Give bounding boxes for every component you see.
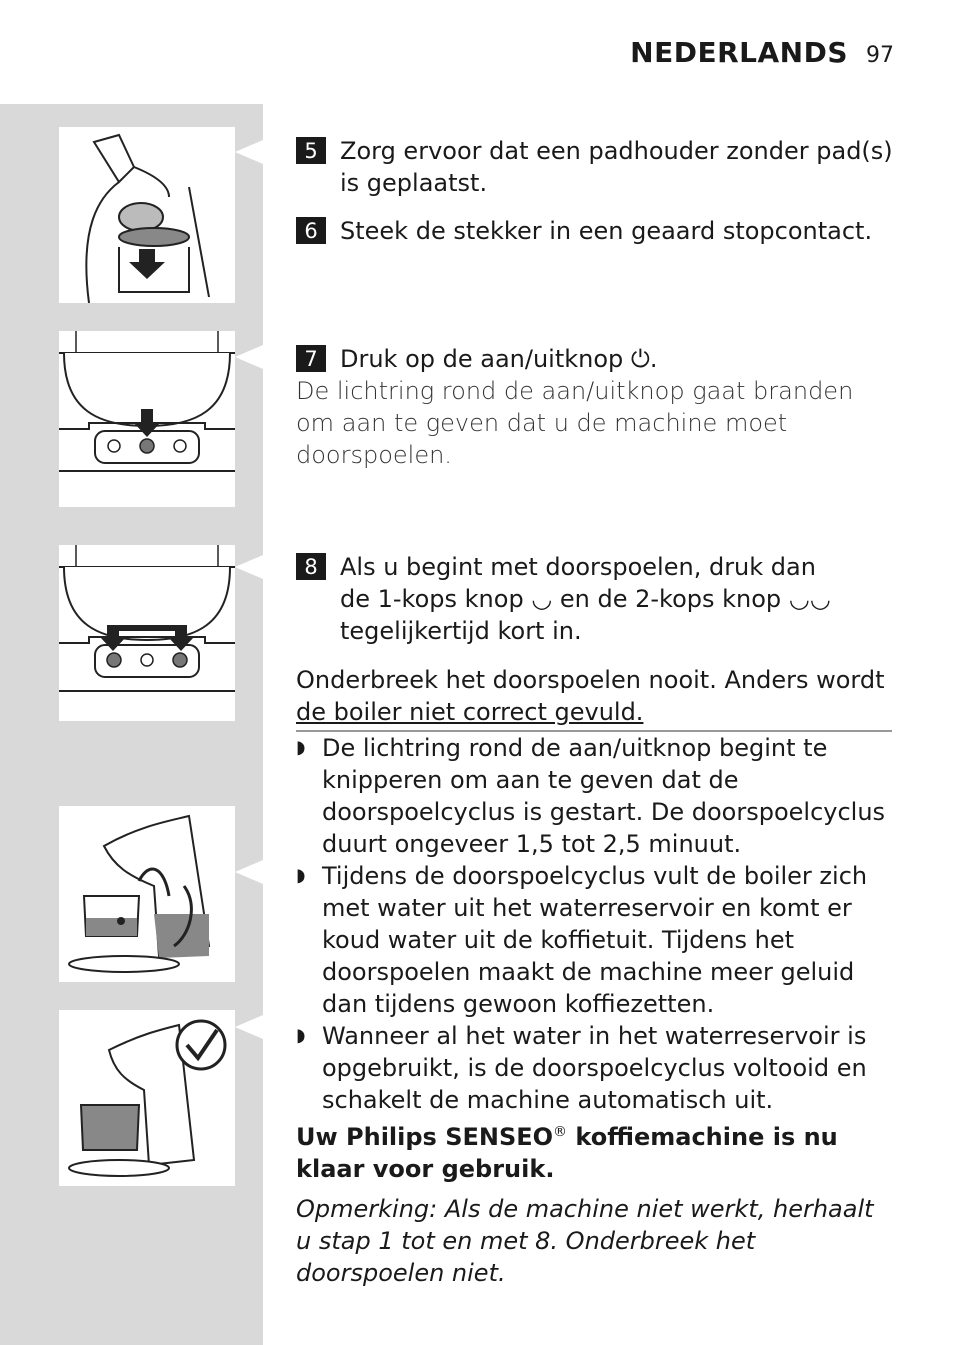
figure-rinsing xyxy=(59,806,235,982)
ready-statement xyxy=(296,1116,896,1185)
rinsing-illustration xyxy=(59,806,235,982)
note-text: Opmerking: Als de machine niet werkt, herhaalt u stap 1 tot en met 8. Onderbreek het doorspoelen niet. xyxy=(296,1195,874,1287)
registered-mark: ® xyxy=(553,1124,568,1140)
bullet-item xyxy=(296,732,896,860)
step-5 xyxy=(296,135,896,199)
ready-prefix: Uw Philips SENSEO xyxy=(296,1123,554,1151)
warning-line: de boiler niet correct gevuld. xyxy=(296,698,644,726)
step-7 xyxy=(296,343,896,471)
warning-block xyxy=(296,664,896,1185)
figure-pointer xyxy=(235,345,263,369)
figure-pointer xyxy=(235,140,263,164)
bullet-text: De lichtring rond de aan/uitknop begint te knipperen om aan te geven dat de doorspoelcyclus is gestart. De doorspoelcyclus duurt ongeveer 1,5 tot 2,5 minuut. xyxy=(322,734,886,858)
bullet-text: Tijdens de doorspoelcyclus vult de boiler zich met water uit het waterreservoir en komt er koud water uit de koffietuit. Tijdens het doorspoelen maakt de machine meer geluid dan tijdens gewoon koffiezetten. xyxy=(322,862,868,1018)
step-number: 6 xyxy=(296,217,326,244)
step-number: 5 xyxy=(296,137,326,164)
bullet-icon: ◗ xyxy=(296,1025,306,1046)
language-title: NEDERLANDS xyxy=(630,36,848,69)
figure-pointer xyxy=(235,1015,263,1039)
warning-line: Onderbreek het doorspoelen nooit. Anders wordt xyxy=(296,666,885,694)
figure-ready xyxy=(59,1010,235,1186)
bullet-text: Wanneer al het water in het waterreservoir is opgebruikt, is de doorspoelcyclus voltooid en schakelt de machine automatisch uit. xyxy=(322,1022,867,1114)
ready-suffix: koffiemachine is nu klaar voor gebruik. xyxy=(296,1123,838,1183)
warning-text xyxy=(296,664,892,732)
figure-pointer xyxy=(235,555,263,579)
step-8 xyxy=(296,551,896,647)
bullet-icon: ◗ xyxy=(296,865,306,886)
step-text: Zorg ervoor dat een padhouder zonder pad(s) is geplaatst. xyxy=(340,137,893,197)
power-button-illustration xyxy=(59,331,235,507)
step-number: 8 xyxy=(296,553,326,580)
bullet-icon: ◗ xyxy=(296,737,306,758)
step-text: Druk op de aan/uitknop ⏻. xyxy=(340,345,658,373)
step-text-line: tegelijkertijd kort in. xyxy=(340,617,582,645)
ready-illustration xyxy=(59,1010,235,1186)
step-text-line: de 1-kops knop ◡ en de 2-kops knop ◡◡ xyxy=(340,585,831,613)
figure-pointer xyxy=(235,860,263,884)
figure-cup-buttons xyxy=(59,545,235,721)
step-text-line: Als u begint met doorspoelen, druk dan xyxy=(340,553,816,581)
cup-buttons-illustration xyxy=(59,545,235,721)
step-text: Steek de stekker in een geaard stopcontact. xyxy=(340,217,873,245)
step-result: De lichtring rond de aan/uitknop gaat branden om aan te geven dat u de machine moet doorspoelen. xyxy=(296,377,854,469)
figure-power-button xyxy=(59,331,235,507)
bullet-item xyxy=(296,1020,896,1116)
figure-pad-holder xyxy=(59,127,235,303)
pad-holder-illustration xyxy=(59,127,235,303)
page-header xyxy=(630,36,894,69)
page-number: 97 xyxy=(866,43,894,68)
bullet-item xyxy=(296,860,896,1020)
step-number: 7 xyxy=(296,345,326,372)
step-6 xyxy=(296,215,896,247)
